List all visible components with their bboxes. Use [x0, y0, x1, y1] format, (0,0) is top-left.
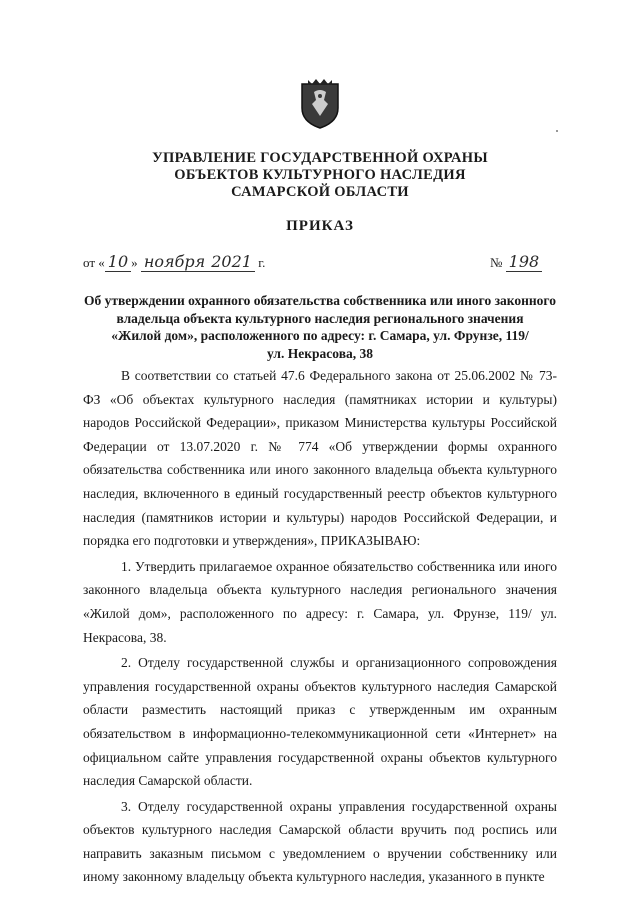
order-item-2: 2. Отделу государственной службы и организационного сопровождения управления государственной охраны объектов культурного наследия Самарской области разместить настоящий приказ с утвержденным им охранным обязательством в информационно-телекоммуникационной сети «Интернет» на официальном сайте управления государственной охраны объектов культурного наследия Самарской области.	[83, 655, 557, 789]
subject-line: Об утверждении охранного обязательства собственника или иного законного	[84, 293, 556, 308]
date-mid: »	[131, 255, 141, 270]
samara-coat-of-arms-icon	[298, 78, 342, 130]
date-month: ноября	[141, 252, 208, 272]
number-value: 198	[506, 252, 543, 272]
order-item-1: 1. Утвердить прилагаемое охранное обязательство собственника или иного законного владельца объекта культурного наследия регионального значения «Жилой дом», расположенного по адресу: г. Самара, ул. Фрунзе, 119/ ул. Некрасова, 38.	[83, 558, 557, 645]
date-prefix: от «	[83, 255, 105, 270]
number-prefix: №	[490, 255, 506, 270]
org-line: ОБЪЕКТОВ КУЛЬТУРНОГО НАСЛЕДИЯ	[174, 167, 466, 183]
subject-line: ул. Некрасова, 38	[267, 345, 373, 361]
order-date	[83, 252, 265, 272]
order-item-3: 3. Отделу государственной охраны управления государственной охраны объектов культурного наследия Самарской области вручить под роспись или направить заказным письмом с уведомлением о вручении собственнику или иному законному владельцу объекта культурного наследия, указанного в пункте	[83, 798, 557, 885]
date-suffix: г.	[254, 255, 266, 270]
subject-line: владельца объекта культурного наследия регионального значения	[116, 310, 524, 326]
date-year: 2021	[208, 252, 255, 272]
order-subject	[80, 292, 560, 362]
org-line: САМАРСКОЙ ОБЛАСТИ	[231, 184, 409, 200]
date-day: 10	[105, 252, 131, 272]
org-line: УПРАВЛЕНИЕ ГОСУДАРСТВЕННОЙ ОХРАНЫ	[152, 150, 488, 166]
subject-line: «Жилой дом», расположенного по адресу: г. Самара, ул. Фрунзе, 119/	[111, 328, 529, 343]
order-number	[490, 252, 542, 272]
scan-speck	[556, 130, 558, 132]
document-type: ПРИКАЗ	[286, 218, 354, 234]
preamble-paragraph: В соответствии со статьей 47.6 Федерального закона от 25.06.2002 № 73-ФЗ «Об объектах культурного наследия (памятниках истории и культуры) народов Российской Федерации», приказом Министерства культуры Российской Федерации от 13.07.2020 г. № 774 «Об утверждении формы охранного обязательства собственника или иного законного владельца объекта культурного наследия, включенного в единый государственный реестр объектов культурного наследия (памятников истории и культуры) народов Российской Федерации, и порядка его подготовки и утверждения», ПРИКАЗЫВАЮ:	[83, 368, 557, 549]
order-body	[83, 364, 557, 889]
organization-name	[0, 150, 640, 201]
